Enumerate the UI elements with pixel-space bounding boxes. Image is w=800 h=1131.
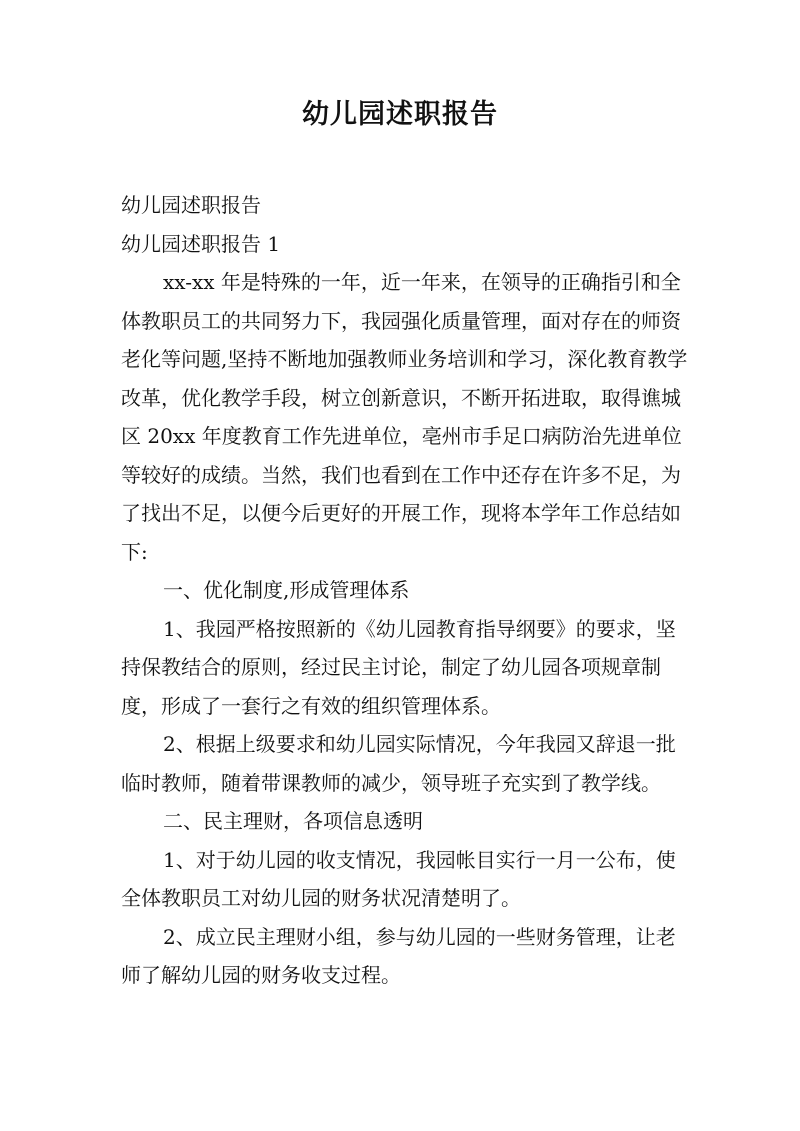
document-subtitle: 幼儿园述职报告	[121, 193, 261, 217]
heading-section-1: 一、优化制度,形成管理体系	[163, 578, 410, 602]
section-label: 幼儿园述职报告 1	[121, 231, 281, 256]
document-body	[121, 186, 693, 995]
paragraph-1-1: 1、我园严格按照新的《幼儿园教育指导纲要》的要求，坚持保教结合的原则，经过民主讨论，制定了幼儿园各项规章制度，形成了一套行之有效的组织管理体系。	[121, 616, 676, 718]
paragraph-1-2: 2、根据上级要求和幼儿园实际情况，今年我园又辞退一批临时教师，随着带课教师的减少，领导班子充实到了教学线。	[121, 732, 676, 795]
heading-section-2: 二、民主理财，各项信息透明	[163, 809, 423, 833]
document-title: 幼儿园述职报告	[302, 99, 498, 130]
paragraph-intro: xx-xx 年是特殊的一年，近一年来，在领导的正确指引和全体教职员工的共同努力下，我园强化质量管理，面对存在的师资老化等问题,坚持不断地加强教师业务培训和学习，深化教育教学改革，优化教学手段，树立创新意识，不断开拓进取，取得谯城区 20xx 年度教育工作先进单位，亳州市手足口病防治先进单位等较好的成绩。当然，我们也看到在工作中还存在许多不足，为了找出不足，以便今后更好的开展工作，现将本学年工作总结如下:	[121, 270, 688, 564]
paragraph-2-2: 2、成立民主理财小组，参与幼儿园的一些财务管理，让老师了解幼儿园的财务收支过程。	[121, 924, 676, 987]
paragraph-2-1: 1、对于幼儿园的收支情况，我园帐目实行一月一公布，使全体教职员工对幼儿园的财务状况清楚明了。	[121, 847, 676, 910]
